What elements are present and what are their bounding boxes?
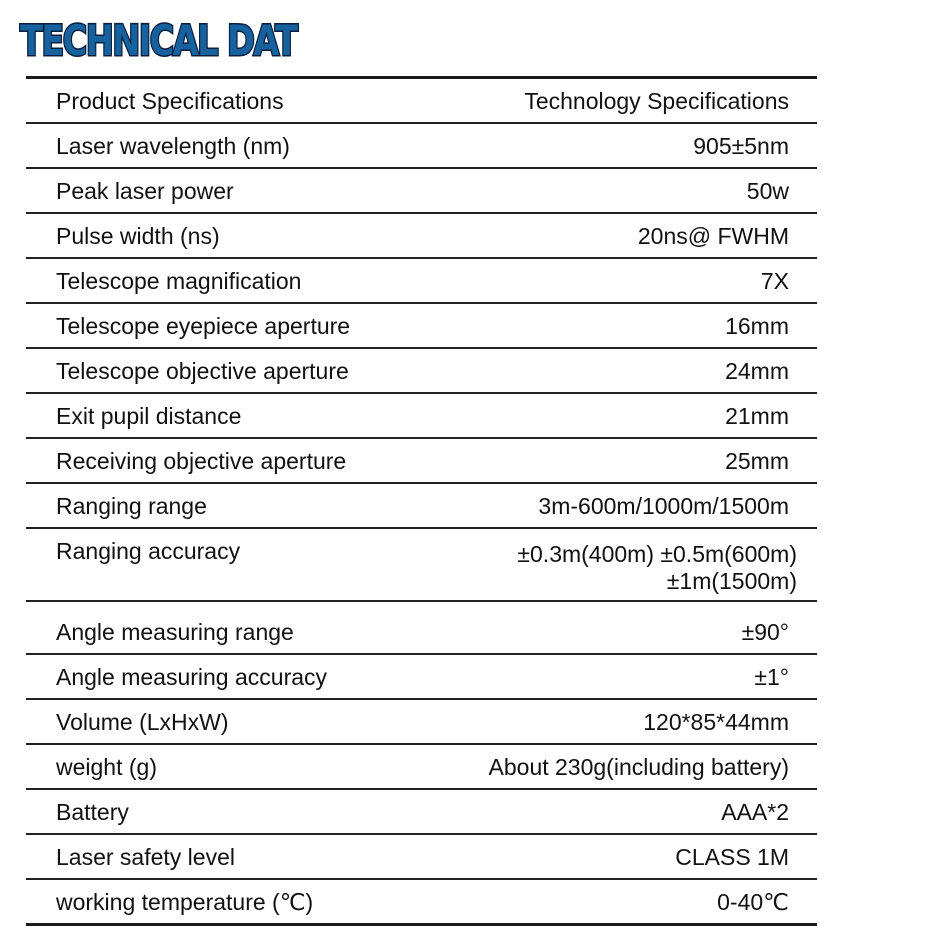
spec-label: Peak laser power <box>56 178 234 204</box>
spec-value: 0-40℃ <box>717 889 789 915</box>
spec-label: Battery <box>56 799 129 825</box>
spec-label: Telescope eyepiece aperture <box>56 313 351 339</box>
table-row <box>26 259 817 304</box>
table-row <box>26 214 817 259</box>
spec-value-line-1: ±0.3m(400m) ±0.5m(600m) <box>517 541 797 567</box>
spec-value: 50w <box>746 178 789 204</box>
table-row <box>26 602 817 655</box>
spec-value: About 230g(including battery) <box>488 754 789 780</box>
table-row <box>26 790 817 835</box>
spec-value-line-2: ±1m(1500m) <box>666 568 797 594</box>
spec-value: ±90° <box>741 619 789 645</box>
table-row <box>26 124 817 169</box>
spec-label: Ranging range <box>56 493 207 519</box>
spec-label: Ranging accuracy <box>56 538 241 564</box>
table-row <box>26 700 817 745</box>
spec-value: 16mm <box>725 313 789 339</box>
spec-value: 25mm <box>725 448 789 474</box>
spec-value: CLASS 1M <box>675 844 789 870</box>
spec-value: 7X <box>760 268 789 294</box>
table-row <box>26 394 817 439</box>
header-product-specifications: Product Specifications <box>56 88 284 114</box>
header-technology-specifications: Technology Specifications <box>524 88 789 114</box>
spec-value: 24mm <box>725 358 789 384</box>
spec-label: Angle measuring range <box>56 619 294 645</box>
table-row <box>26 529 817 602</box>
table-row <box>26 484 817 529</box>
table-row <box>26 439 817 484</box>
table-header-row <box>26 79 817 124</box>
table-row <box>26 349 817 394</box>
spec-value: 3m-600m/1000m/1500m <box>538 493 789 519</box>
spec-label: Laser wavelength (nm) <box>56 133 290 159</box>
table-row <box>26 304 817 349</box>
spec-value: ±1° <box>754 664 789 690</box>
spec-table <box>26 76 817 926</box>
spec-value: 905±5nm <box>693 133 789 159</box>
spec-value: AAA*2 <box>721 799 789 825</box>
spec-label: Receiving objective aperture <box>56 448 347 474</box>
spec-label: Volume (LxHxW) <box>56 709 229 735</box>
spec-value <box>517 541 797 595</box>
spec-value: 21mm <box>725 403 789 429</box>
spec-label: Exit pupil distance <box>56 403 242 429</box>
spec-label: Pulse width (ns) <box>56 223 220 249</box>
spec-label: weight (g) <box>56 754 157 780</box>
spec-value: 20ns@ FWHM <box>637 223 789 249</box>
spec-label: Angle measuring accuracy <box>56 664 328 690</box>
spec-label: Telescope objective aperture <box>56 358 349 384</box>
page-title: TECHNICAL DAT <box>20 16 297 65</box>
spec-value: 120*85*44mm <box>643 709 789 735</box>
table-row <box>26 880 817 923</box>
table-row <box>26 169 817 214</box>
spec-label: working temperature (℃) <box>56 889 314 915</box>
table-row <box>26 655 817 700</box>
table-row <box>26 745 817 790</box>
spec-label: Laser safety level <box>56 844 235 870</box>
table-row <box>26 835 817 880</box>
spec-label: Telescope magnification <box>56 268 302 294</box>
